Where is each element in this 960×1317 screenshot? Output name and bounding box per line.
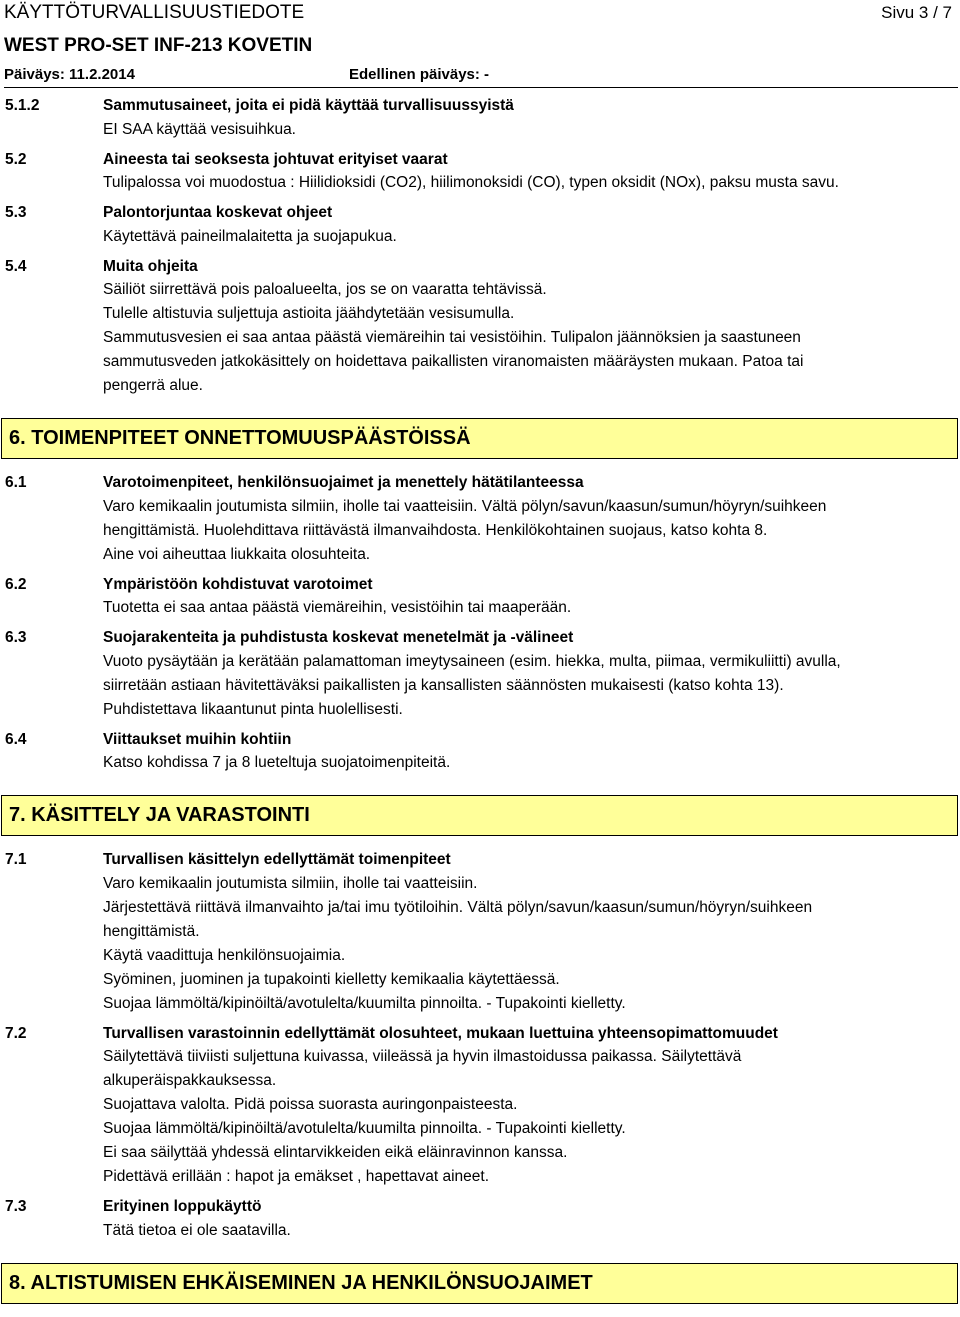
subsection-number: 6.2	[5, 575, 27, 593]
spacer	[0, 398, 960, 404]
subsection	[0, 148, 960, 196]
subsection	[0, 848, 960, 1016]
product-name: WEST PRO-SET INF-213 KOVETIN	[4, 35, 313, 56]
issue-date: Päiväys: 11.2.2014	[4, 66, 135, 83]
text-line: Säiliöt siirrettävä pois paloalueelta, jos se on vaaratta tehtävissä.	[103, 281, 547, 298]
subsection	[0, 471, 960, 567]
subsection-title: Suojarakenteita ja puhdistusta koskevat menetelmät ja -välineet	[103, 629, 574, 646]
text-line: Käytä vaadittuja henkilönsuojaimia.	[103, 946, 346, 964]
header-divider	[4, 87, 958, 88]
subsection-title: Turvallisen varastoinnin edellyttämät olosuhteet, mukaan luettuina yhteensopimattomuudet	[103, 1024, 778, 1042]
text-line: Vuoto pysäytään ja kerätään palamattoman imeytysaineen (esim. hiekka, multa, piimaa, vermikuliitti) avulla,	[103, 652, 841, 670]
text-line: Syöminen, juominen ja tupakointi kielletty kemikaalia käytettäessä.	[103, 970, 560, 988]
subsection-number: 5.3	[5, 204, 27, 221]
section-heading-text: 7. KÄSITTELY JA VARASTOINTI	[9, 804, 310, 826]
text-line: Tätä tietoa ei ole saatavilla.	[103, 1221, 291, 1239]
section-heading-text: 8. ALTISTUMISEN EHKÄISEMINEN JA HENKILÖNSUOJAIMET	[9, 1271, 593, 1294]
subsection-title: Ympäristöön kohdistuvat varotoimet	[103, 575, 373, 593]
subsection-number: 5.2	[5, 150, 27, 168]
subsection-number: 5.4	[5, 257, 27, 275]
text-line: Aine voi aiheuttaa liukkaita olosuhteita.	[103, 545, 371, 563]
text-line: Puhdistettava likaantunut pinta huolellisesti.	[103, 700, 403, 718]
document-type-title: KÄYTTÖTURVALLISUUSTIEDOTE	[4, 2, 305, 23]
section-heading	[1, 795, 958, 836]
subsection-number: 6.1	[5, 474, 27, 491]
text-line: Suojaa lämmöltä/kipinöiltä/avotulelta/kuumilta pinnoilta. - Tupakointi kielletty.	[103, 994, 626, 1012]
text-line: Tuotetta ei saa antaa päästä viemäreihin, vesistöihin tai maaperään.	[103, 599, 572, 616]
subsection-number: 6.4	[5, 730, 27, 748]
text-line: Järjestettävä riittävä ilmanvaihto ja/tai imu työtiloihin. Vältä pölyn/savun/kaasun/sumun/höyryn/suihkeen	[103, 898, 813, 916]
text-line: sammutusveden jatkokäsittely on hoidettava paikallisten viranomaisten määräysten mukaan. Patoa tai	[103, 353, 804, 370]
subsection-number: 7.1	[5, 851, 27, 868]
text-line: Pidettävä erillään : hapot ja emäkset , hapettavat aineet.	[103, 1168, 490, 1185]
section-heading-text: 6. TOIMENPITEET ONNETTOMUUSPÄÄSTÖISSÄ	[9, 427, 471, 449]
subsection-number: 7.3	[5, 1198, 27, 1215]
text-line: Katso kohdissa 7 ja 8 lueteltuja suojatoimenpiteitä.	[103, 754, 451, 771]
text-line: Sammutusvesien ei saa antaa päästä viemäreihin tai vesistöihin. Tulipalon jäännöksien ja saastuneen	[103, 329, 801, 346]
text-line: hengittämistä. Huolehdittava riittävästä ilmanvaihdosta. Henkilökohtainen suojaus, katso kohta 8.	[103, 521, 768, 539]
text-line: pengerrä alue.	[103, 377, 203, 394]
text-line: Varo kemikaalin joutumista silmiin, iholle tai vaatteisiin. Vältä pölyn/savun/kaasun/sumun/höyryn/suihkeen	[103, 497, 827, 515]
text-line: EI SAA käyttää vesisuihkua.	[103, 120, 296, 138]
document-body	[0, 94, 960, 1316]
subsection	[0, 626, 960, 722]
text-line: alkuperäispakkauksessa.	[103, 1072, 277, 1089]
subsection-title: Turvallisen käsittelyn edellyttämät toimenpiteet	[103, 851, 451, 868]
subsection	[0, 255, 960, 399]
text-line: siirretään astiaan hävitettäväksi paikallisten ja kansallisten säännösten mukaisesti (katso kohta 13).	[103, 676, 784, 694]
section-heading	[1, 1263, 958, 1304]
text-line: Käytettävä paineilmalaitetta ja suojapukua.	[103, 227, 397, 245]
text-line: Säilytettävä tiiviisti suljettuna kuivassa, viileässä ja hyvin ilmastoidussa paikassa. Säilytettävä	[103, 1048, 742, 1065]
text-line: hengittämistä.	[103, 922, 200, 940]
text-line: Suojaa lämmöltä/kipinöiltä/avotulelta/kuumilta pinnoilta. - Tupakointi kielletty.	[103, 1120, 626, 1137]
subsection	[0, 1022, 960, 1190]
text-line: Varo kemikaalin joutumista silmiin, iholle tai vaatteisiin.	[103, 874, 478, 892]
section-heading	[1, 418, 958, 459]
text-line: Ei saa säilyttää yhdessä elintarvikkeiden eikä eläinravinnon kanssa.	[103, 1144, 568, 1161]
spacer	[0, 1243, 960, 1249]
subsection	[0, 573, 960, 621]
subsection	[0, 94, 960, 142]
text-line: Tulipalossa voi muodostua : Hiilidioksidi (CO2), hiilimonoksidi (CO), typen oksidit (NOx), paksu musta savu.	[103, 174, 839, 191]
subsection-number: 6.3	[5, 629, 27, 646]
subsection	[0, 728, 960, 776]
spacer	[0, 775, 960, 781]
subsection-title: Aineesta tai seoksesta johtuvat erityiset vaarat	[103, 150, 448, 168]
subsection-title: Erityinen loppukäyttö	[103, 1198, 262, 1215]
subsection-title: Palontorjuntaa koskevat ohjeet	[103, 204, 333, 221]
subsection-title: Sammutusaineet, joita ei pidä käyttää turvallisuussyistä	[103, 97, 514, 114]
text-line: Tulelle altistuvia suljettuja astioita jäähdytetään vesisumulla.	[103, 305, 515, 322]
subsection-title: Viittaukset muihin kohtiin	[103, 730, 292, 748]
subsection-title: Varotoimenpiteet, henkilönsuojaimet ja menettely hätätilanteessa	[103, 474, 584, 491]
subsection-number: 7.2	[5, 1024, 27, 1042]
subsection	[0, 201, 960, 249]
subsection	[0, 1195, 960, 1243]
subsection-title: Muita ohjeita	[103, 257, 198, 275]
previous-date: Edellinen päiväys: -	[349, 66, 490, 83]
subsection-number: 5.1.2	[5, 97, 40, 114]
page-number: Sivu 3 / 7	[881, 3, 952, 22]
text-line: Suojattava valolta. Pidä poissa suorasta auringonpaisteesta.	[103, 1096, 518, 1113]
date-row	[4, 66, 954, 83]
